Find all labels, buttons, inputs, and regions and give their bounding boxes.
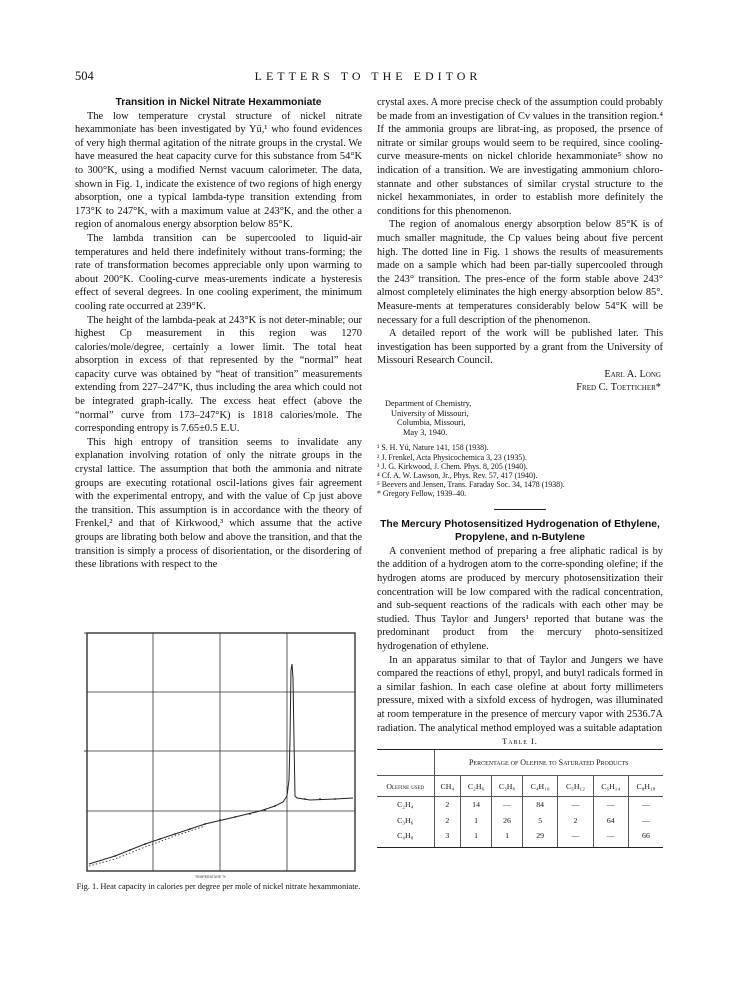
- author-signature: Fred C. Toetticher*: [576, 382, 661, 394]
- footnote: ⁵ Beevers and Jensen, Trans. Faraday Soc. 34, 1478 (1938).: [377, 480, 565, 490]
- table-column-header: C₄H₁₀: [523, 776, 558, 797]
- paragraph: A convenient method of preparing a free aliphatic radical is by the addition of a hydrogen atom to the corre-sponding olefine; if the hydrogen atoms are produced by mercury photosensitization their concentration will be low compared with the radical concentration, and sub-sequent reactions of the radicals with each other may be studied. Thus Taylor and Jungers¹ reported that butane was the predominant product from the mercury photo-sensitized hydrogenation of ethylene.: [377, 545, 663, 652]
- table-corner-cell: [377, 749, 434, 776]
- footnote: ¹ S. H. Yü, Nature 141, 158 (1938).: [377, 443, 489, 453]
- running-title: LETTERS TO THE EDITOR: [254, 69, 482, 83]
- table-cell: 64: [593, 813, 628, 829]
- table-cell: 14: [461, 796, 492, 812]
- row-label: C₃H₆: [397, 815, 414, 825]
- table-cell: —: [558, 796, 593, 812]
- paragraph: crystal axes. A more precise check of the assumption could probably be made from an investigation of Cv values in the transition region.⁴ If the ammonia groups are librat-ing, as proposed, the prsence of nitrate or similar groups would seem to be required, since cooling-curve measure-ments on nickel chloride hexammoniate⁵ show no indication of a transition. We are investigating ammonium chloro-stannate and other substances of similar crystal structure to the nickel hexammoniates, in order to establish more definitely the conditions for this phenomenon.: [377, 97, 663, 217]
- footnote: ³ J. G. Kirkwood, J. Chem. Phys. 8, 205 (1940).: [377, 461, 528, 471]
- data-table: [377, 749, 663, 848]
- table-cell: —: [492, 796, 523, 812]
- page-number: 504: [75, 69, 94, 83]
- table-cell: 2: [434, 796, 461, 812]
- affiliation: [385, 399, 663, 437]
- affiliation-line: University of Missouri,: [391, 408, 469, 418]
- table-cell: —: [558, 828, 593, 847]
- table-cell: 3: [434, 828, 461, 847]
- left-column: [75, 96, 362, 572]
- table-cell: 5: [523, 813, 558, 829]
- table-column-header: C₂H₆: [461, 776, 492, 797]
- paragraph: A detailed report of the work will be published later. This investigation has been supported by a grant from the University of Missouri Research Council.: [377, 328, 663, 367]
- table-span-header: Percentage of Olefine to Saturated Products: [434, 749, 663, 776]
- figure-caption: Fig. 1. Heat capacity in calories per degree per mole of nickel nitrate hexammoniate.: [76, 882, 361, 891]
- table-column-header: C₆H₁₄: [593, 776, 628, 797]
- table-column-header: C₈H₁₈: [628, 776, 663, 797]
- article-heading: Transition in Nickel Nitrate Hexammoniate: [115, 97, 322, 108]
- author-signature: Earl A. Long: [604, 368, 661, 380]
- table-cell: —: [593, 828, 628, 847]
- paragraph: The low temperature crystal structure of nickel nitrate hexammoniate has been investigated by Yü,¹ who found evidences of very high thermal agitation of the nitrate groups in the crystal. We have measured the heat capacity curve for this substance from 54°K to 300°K, using a modified Nernst vacuum calorimeter. The data, shown in Fig. 1, indicate the existence of two regions of high energy absorption, one a typical lambda-type transition extending from 173°K to 247°K, with a maximum value at 243°K, and the other a region of anomalous energy absorption below 85°K.: [75, 110, 362, 231]
- paragraph: The lambda transition can be supercooled to liquid-air temperatures and held there indefinitely without trans-forming; the rate of transformation becomes appreciable only upon warming to about 200°K. Cooling-curve meas-urements indicate a hysteresis effect of several degrees. In one cooling experiment, the minimum cooling rate occurred at 239°K.: [75, 232, 362, 312]
- table-row: [377, 828, 663, 847]
- table-cell: —: [593, 796, 628, 812]
- table-cell: 2: [434, 813, 461, 829]
- heat-capacity-figure: [75, 630, 362, 880]
- affiliation-line: Columbia, Missouri,: [397, 418, 466, 428]
- row-label: C₄H₈: [377, 828, 434, 847]
- figure-axis-label: TEMPERATURE °K: [195, 875, 226, 879]
- table-title: Table I.: [502, 737, 538, 747]
- table-cell: 2: [558, 813, 593, 829]
- footnote: * Gregory Fellow, 1939–40.: [377, 489, 467, 499]
- table-column-header: C₅H₁₂: [558, 776, 593, 797]
- table-cell: 29: [523, 828, 558, 847]
- affiliation-line: May 3, 1940.: [403, 427, 448, 437]
- heat-capacity-plot: [75, 630, 362, 880]
- table-row: [377, 796, 663, 812]
- footnotes: [377, 443, 663, 498]
- table-cell: —: [628, 813, 663, 829]
- right-column: [377, 96, 663, 848]
- affiliation-line: Department of Chemistry,: [385, 399, 472, 409]
- row-label: C₂H₄: [397, 799, 414, 809]
- table-column-header: C₃H₈: [492, 776, 523, 797]
- table-cell: 1: [461, 813, 492, 829]
- table-row-header: Olefine used: [377, 776, 434, 797]
- table-cell: 84: [523, 796, 558, 812]
- paragraph: In an apparatus similar to that of Taylor and Jungers we have compared the reactions of ethyl, propyl, and butyl radicals formed in a similar fashion. In each case olefine at about forty millimeters pressure, mixed with a sixfold excess of hydrogen, was illuminated at room temperature in the presence of mercury vapor with 2536.7A radiation. The analytical method employed was a suitable adaptation: [377, 654, 663, 734]
- table-cell: 26: [492, 813, 523, 829]
- table-row: [377, 813, 663, 829]
- paragraph: The height of the lambda-peak at 243°K is not deter-minable; our highest Cp measurement in this region was 1270 calories/mole/degree, certainly a lower limit. The total heat absorption in excess of that represented by the “normal” heat capacity curve was obtained by “heat of transition” measurements extending from 227–247°K, thus including the area which could not be integrated graph-ically. The excess heat effect (above the “normal” curve from 173–247°K) is 1818 calories/mole. The corresponding entropy is 7.65±0.5 E.U.: [75, 314, 362, 435]
- article-heading: The Mercury Photosensitized Hydrogenation of Ethylene, Propylene, and n-Butylene: [380, 518, 660, 544]
- table-column-header: CH₄: [434, 776, 461, 797]
- table-cell: —: [628, 796, 663, 812]
- table-cell: 1: [492, 828, 523, 847]
- table-cell: 66: [628, 828, 663, 847]
- footnote: ⁴ Cf. A. W. Lawson, Jr., Phys. Rev. 57, 417 (1940).: [377, 471, 538, 481]
- section-divider: [494, 509, 546, 510]
- paragraph: The region of anomalous energy absorption below 85°K is of much smaller magnitude, the Cp values being about five percent high. The dotted line in Fig. 1 shows the results of measurements made on a sample which had been par-tially supercooled through the 243° transition. The pres-ence of the form stable above 243° almost completely eliminates the high energy absorption below 85°. Measure-ments at temperatures considerably below 54°K will be necessary for a full description of the phenomenon.: [377, 219, 663, 326]
- table-cell: 1: [461, 828, 492, 847]
- paragraph: This high entropy of transition seems to invalidate any explanation involving rotation of only the nitrate groups in the crystal lattice. The assumption that both the ammonia and nitrate groups are executing rotational oscil-lations gives fair agreement with the experimental entropy, and with the value of Cp just above the transition. This assumption is in accordance with the theory of Frenkel,² and that of Kirkwood,³ which assume that the active groups are librating both below and above the transition, and that the transition is simply a process of disorientation, or the disordering of these librations with respect to the: [75, 436, 362, 571]
- footnote: ² J. Frenkel, Acta Physicochemica 3, 23 (1935).: [377, 452, 527, 462]
